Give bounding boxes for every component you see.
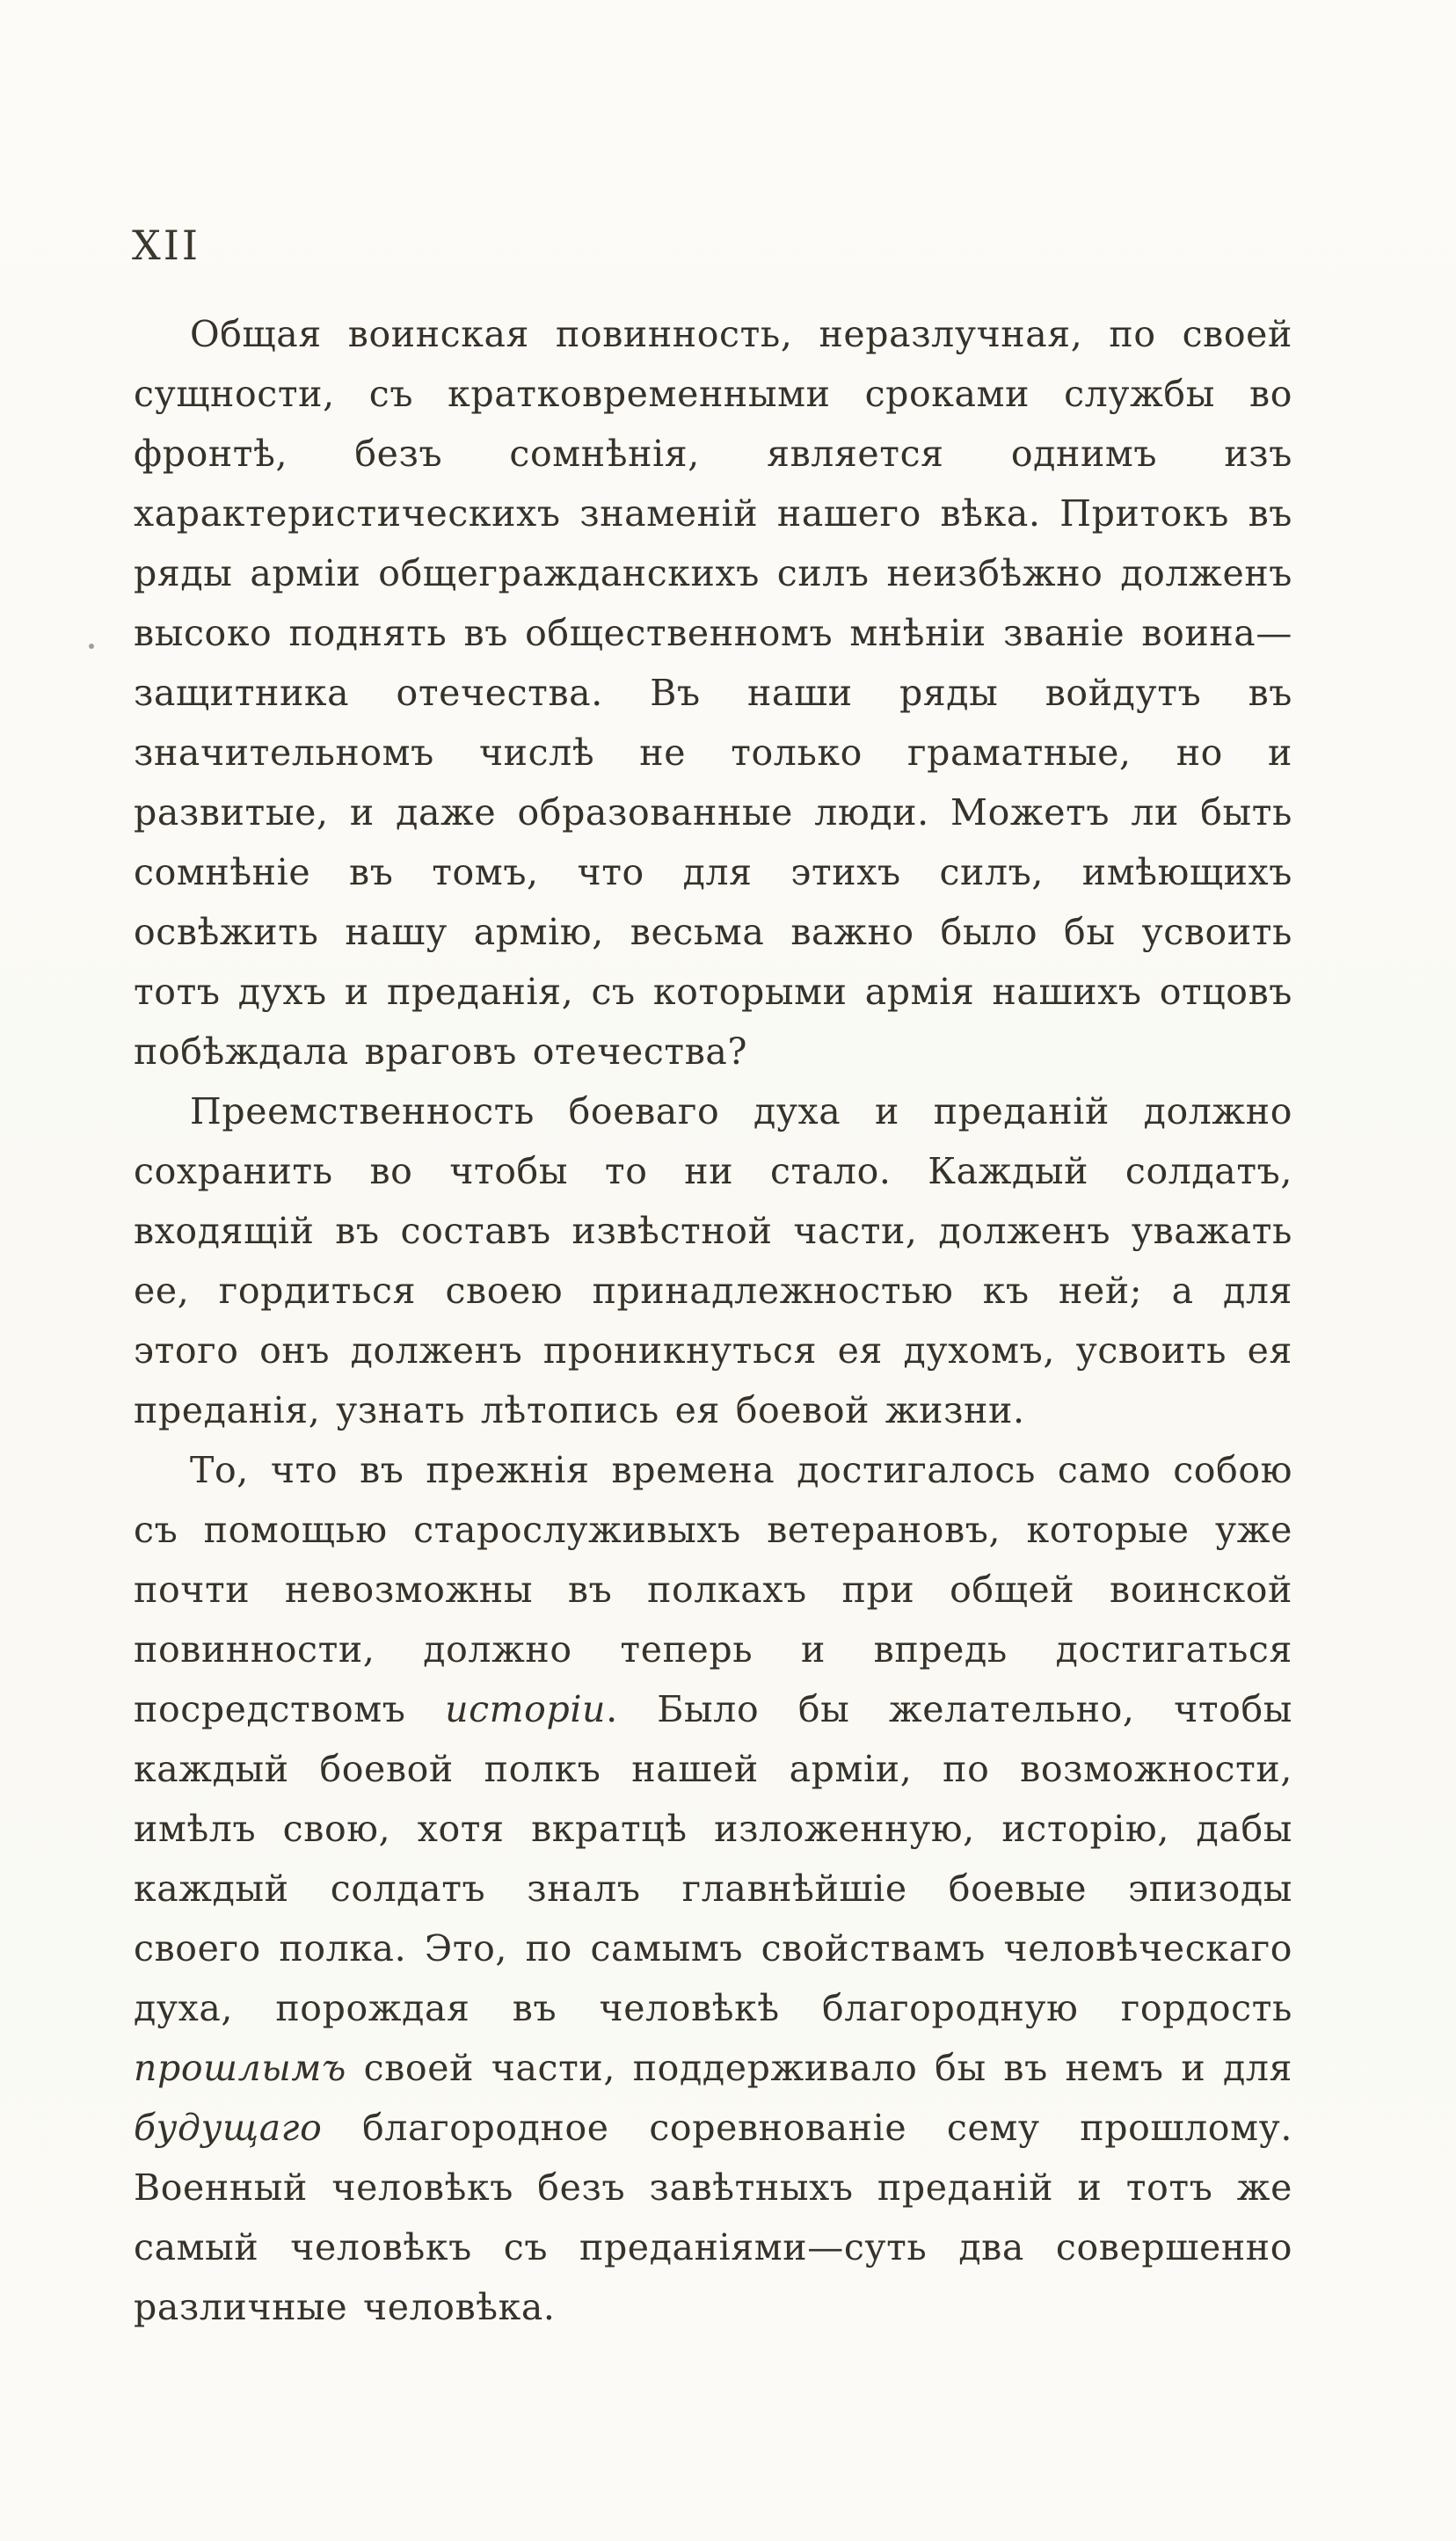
text-segment: То, что въ прежнія времена достигалось само собою съ помощью старослуживыхъ ветерановъ, которые уже почти невозможны въ полкахъ при общей воинской повинности, должно теперь и впредь достигаться посредствомъ: [134, 1449, 1292, 1730]
text-segment: Общая воинская повинность, неразлучная, по своей сущности, съ кратковременными сроками службы во фронтѣ, безъ сомнѣнія, является однимъ изъ характеристическихъ знаменій нашего вѣка. Притокъ въ ряды арміи общегражданскихъ силъ неизбѣжно долженъ высоко поднять въ общественномъ мнѣніи званіе воина—защитника отечества. Въ наши ряды войдутъ въ значительномъ числѣ не только граматные, но и развитые, и даже образованные люди. Можетъ ли быть сомнѣніе въ томъ, что для этихъ силъ, имѣющихъ освѣжить нашу армію, весьма важно было бы усвоить тотъ духъ и преданія, съ которыми армія нашихъ отцовъ побѣждала враговъ отечества?: [134, 313, 1292, 1073]
paragraph: [134, 304, 1292, 1081]
italic-text-segment: прошлымъ: [134, 2047, 346, 2089]
text-segment: Преемственность боеваго духа и преданій должно сохранить во чтобы то ни стало. Каждый солдатъ, входящій въ составъ извѣстной части, долженъ уважать ее, гордиться своею принадлежностью къ ней; а для этого онъ долженъ проникнуться ея духомъ, усвоить ея преданія, узнать лѣтопись ея боевой жизни.: [134, 1090, 1292, 1431]
page-number: XII: [132, 222, 201, 269]
text-segment: благородное соревнованіе сему прошлому. Военный человѣкъ безъ завѣтныхъ преданій и тотъ же самый человѣкъ съ преданіями—суть два совершенно различные человѣка.: [134, 2107, 1292, 2328]
italic-text-segment: исторіи: [445, 1688, 607, 1730]
page-text: [134, 304, 1292, 2337]
italic-text-segment: будущаго: [134, 2107, 323, 2149]
paragraph: [134, 1440, 1292, 2337]
paragraph: [134, 1081, 1292, 1440]
text-segment: . Было бы желательно, чтобы каждый боевой полкъ нашей арміи, по возможности, имѣлъ свою, хотя вкратцѣ изложенную, исторію, дабы каждый солдатъ зналъ главнѣйшіе боевые эпизоды своего полка. Это, по самымъ свойствамъ человѣческаго духа, порождая въ человѣкѣ благородную гордость: [134, 1688, 1292, 2029]
scan-speck: [89, 644, 94, 649]
text-segment: своей части, поддерживало бы въ немъ и для: [346, 2047, 1292, 2089]
